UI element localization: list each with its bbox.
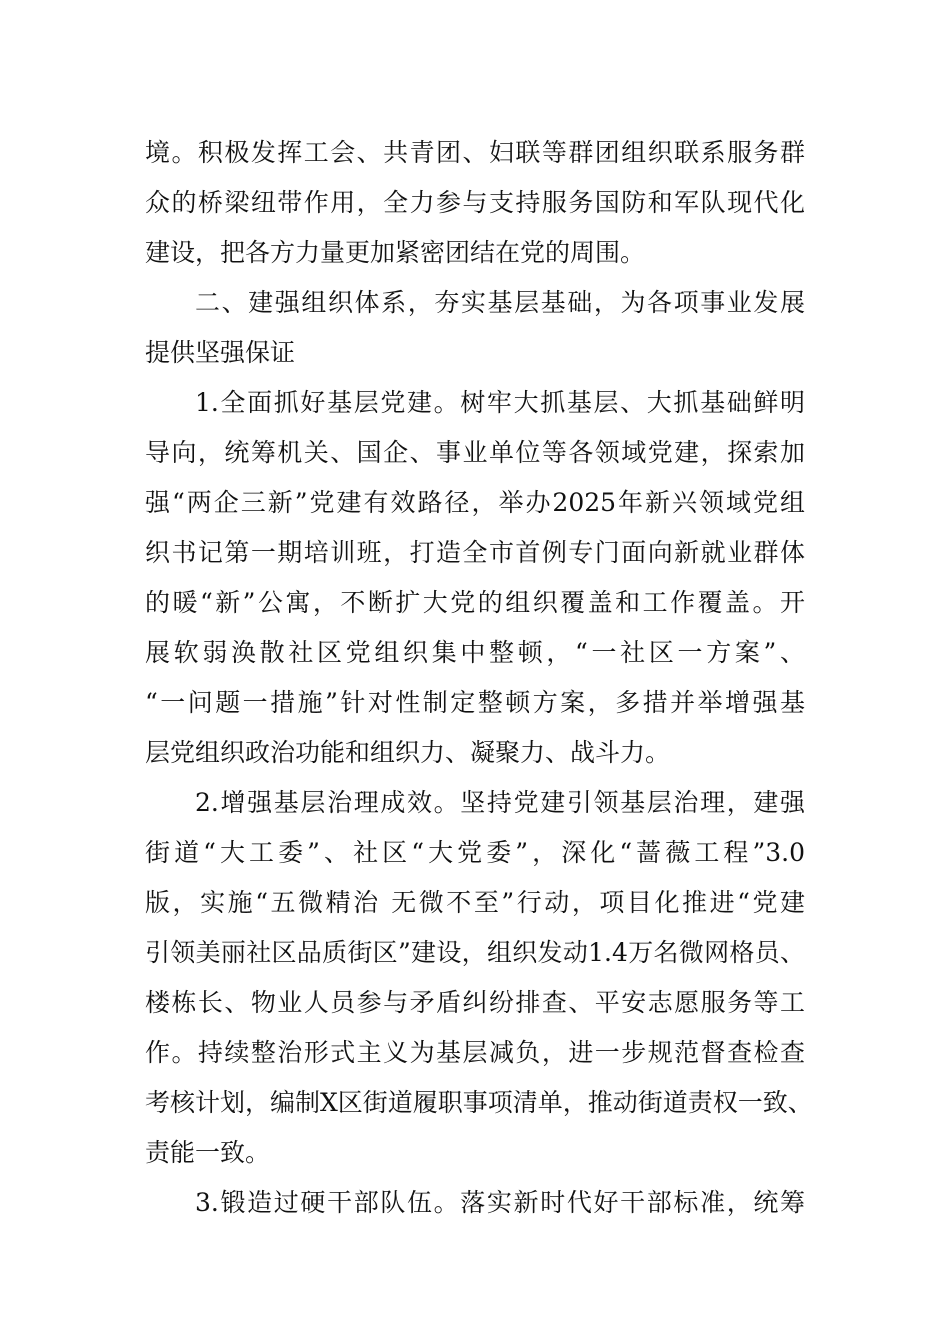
paragraph-line: 的暖“新”公寓，不断扩大党的组织覆盖和工作覆盖。开 (145, 588, 805, 617)
paragraph-line: 层党组织政治功能和组织力、凝聚力、战斗力。 (145, 738, 671, 767)
paragraph-line: 楼栋长、物业人员参与矛盾纠纷排查、平安志愿服务等工 (145, 988, 805, 1017)
paragraph-line: 强“两企三新”党建有效路径，举办2025年新兴领域党组 (145, 488, 805, 517)
paragraph-line: 版，实施“五微精治 无微不至”行动，项目化推进“党建 (145, 888, 805, 917)
paragraph-line: 境。积极发挥工会、共青团、妇联等群团组织联系服务群 (145, 138, 805, 167)
paragraph-line: 建设，把各方力量更加紧密团结在党的周围。 (145, 238, 646, 267)
section-heading-line: 提供坚强保证 (145, 338, 296, 367)
paragraph-line: 1.全面抓好基层党建。树牢大抓基层、大抓基础鲜明 (195, 388, 805, 417)
paragraph-line: 考核计划，编制X区街道履职事项清单，推动街道责权一致、 (145, 1088, 813, 1117)
section-heading-line: 二、建强组织体系，夯实基层基础，为各项事业发展 (195, 288, 805, 317)
paragraph-line: 3.锻造过硬干部队伍。落实新时代好干部标准，统筹 (195, 1188, 805, 1217)
paragraph-line: 作。持续整治形式主义为基层减负，进一步规范督查检查 (145, 1038, 805, 1067)
paragraph-line: 2.增强基层治理成效。坚持党建引领基层治理，建强 (195, 788, 805, 817)
paragraph-line: 导向，统筹机关、国企、事业单位等各领域党建，探索加 (145, 438, 805, 467)
paragraph-line: 织书记第一期培训班，打造全市首例专门面向新就业群体 (145, 538, 805, 567)
paragraph-line: 责能一致。 (145, 1138, 271, 1167)
paragraph-line: 众的桥梁纽带作用，全力参与支持服务国防和军队现代化 (145, 188, 805, 217)
paragraph-line: 引领美丽社区品质街区”建设，组织发动1.4万名微网格员、 (145, 938, 805, 967)
paragraph-line: “一问题一措施”针对性制定整顿方案，多措并举增强基 (145, 688, 805, 717)
paragraph-line: 街道“大工委”、社区“大党委”，深化“蔷薇工程”3.0 (145, 838, 805, 867)
paragraph-line: 展软弱涣散社区党组织集中整顿，“一社区一方案”、 (145, 638, 805, 667)
